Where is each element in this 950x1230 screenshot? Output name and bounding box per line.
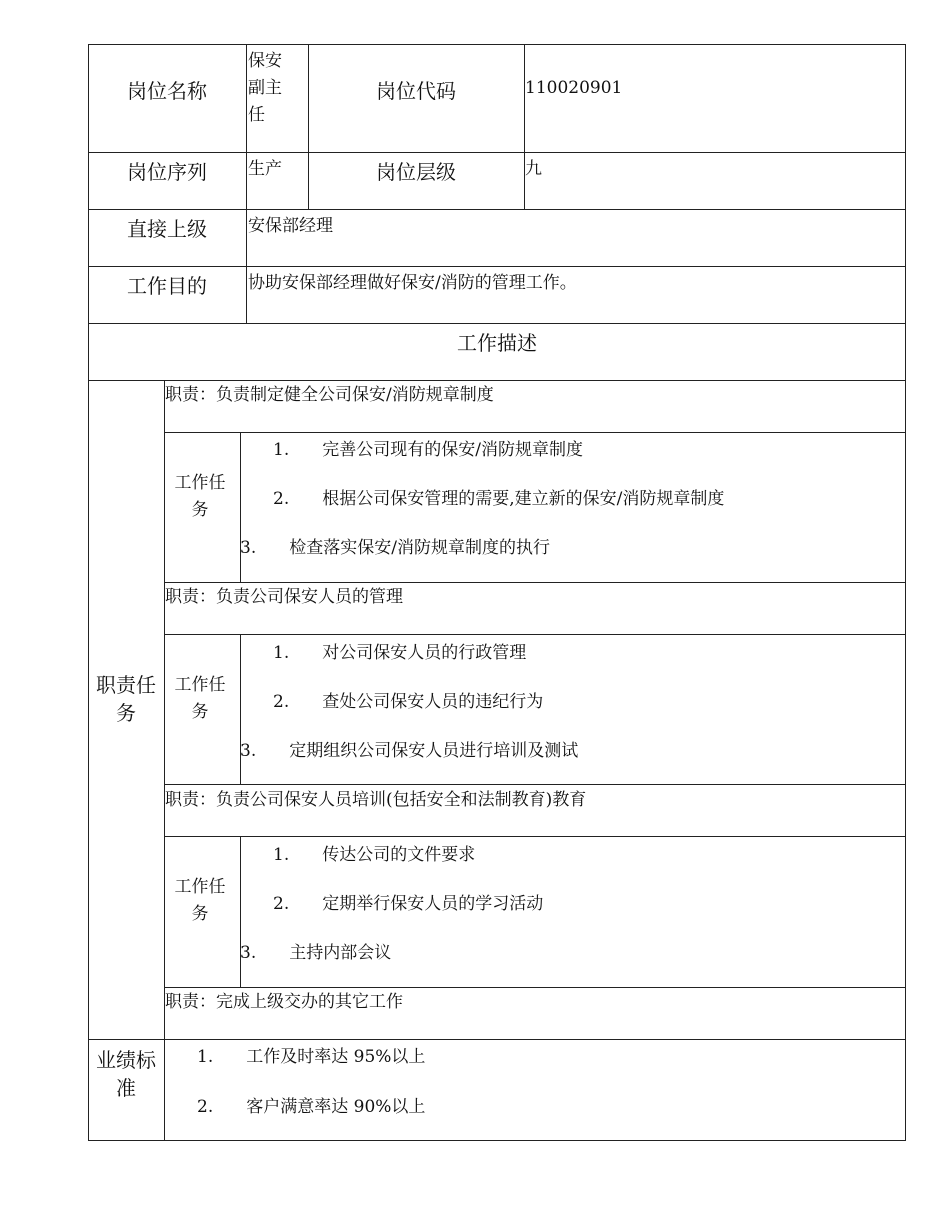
task-number: 1. [273, 845, 290, 865]
post-name-value: 保安副主任 [248, 51, 282, 125]
job-description-table [88, 44, 906, 1141]
col-divider [240, 432, 241, 582]
performance-text: 客户满意率达 90%以上 [246, 1097, 426, 1117]
task-label: 工作任务 [174, 877, 226, 924]
superior-value: 安保部经理 [248, 216, 333, 236]
task-text: 检查落实保安/消防规章制度的执行 [289, 538, 550, 558]
task-item [273, 840, 475, 865]
post-code-label: 岗位代码 [376, 78, 456, 103]
task-label: 工作任务 [174, 675, 226, 722]
task-label: 工作任务 [174, 473, 226, 520]
task-item [273, 484, 724, 509]
task-item [240, 736, 578, 761]
purpose-value: 协助安保部经理做好保安/消防的管理工作。 [248, 273, 577, 293]
post-code-value: 110020901 [525, 78, 623, 98]
task-number: 3. [240, 741, 257, 761]
row-divider [164, 582, 906, 583]
task-item [273, 687, 543, 712]
task-number: 2. [273, 692, 290, 712]
col-divider [246, 44, 247, 323]
post-seq-value: 生产 [248, 159, 282, 179]
task-number: 2. [273, 489, 290, 509]
duty-title: 职责：负责公司保安人员培训(包括安全和法制教育)教育 [165, 790, 587, 810]
duty-title: 职责：负责公司保安人员的管理 [165, 587, 403, 607]
purpose-label: 工作目的 [127, 273, 207, 298]
post-seq-label: 岗位序列 [127, 159, 207, 184]
task-item [273, 638, 526, 663]
task-number: 2. [273, 894, 290, 914]
task-text: 根据公司保安管理的需要,建立新的保安/消防规章制度 [322, 489, 725, 509]
row-divider [164, 432, 906, 433]
performance-number: 2. [197, 1097, 214, 1117]
task-number: 3. [240, 943, 257, 963]
row-divider [164, 634, 906, 635]
post-name-label: 岗位名称 [127, 78, 207, 103]
description-title: 工作描述 [457, 330, 537, 355]
row-divider [88, 1039, 906, 1040]
task-text: 查处公司保安人员的违纪行为 [322, 692, 544, 712]
col-divider [164, 380, 165, 1141]
task-item [240, 533, 550, 558]
col-divider [524, 44, 525, 209]
superior-label: 直接上级 [127, 216, 207, 241]
task-number: 1. [273, 643, 290, 663]
task-text: 传达公司的文件要求 [322, 845, 476, 865]
task-text: 对公司保安人员的行政管理 [322, 643, 527, 663]
post-level-value: 九 [525, 159, 542, 179]
duty-title: 职责：完成上级交办的其它工作 [165, 992, 403, 1012]
task-text: 定期举行保安人员的学习活动 [322, 894, 544, 914]
task-text: 主持内部会议 [289, 943, 392, 963]
post-level-label: 岗位层级 [376, 159, 456, 184]
row-divider [164, 784, 906, 785]
row-divider [164, 987, 906, 988]
col-divider [240, 836, 241, 987]
duties-label: 职责任务 [96, 673, 156, 725]
task-text: 定期组织公司保安人员进行培训及测试 [289, 741, 579, 761]
performance-number: 1. [197, 1047, 214, 1067]
row-divider [88, 380, 906, 381]
duty-title: 职责：负责制定健全公司保安/消防规章制度 [165, 385, 494, 405]
col-divider [240, 634, 241, 784]
performance-item [197, 1092, 425, 1117]
task-item [273, 435, 583, 460]
performance-item [197, 1042, 425, 1067]
row-divider [164, 836, 906, 837]
task-number: 3. [240, 538, 257, 558]
performance-label: 业绩标准 [96, 1048, 156, 1100]
task-number: 1. [273, 440, 290, 460]
performance-text: 工作及时率达 95%以上 [246, 1047, 426, 1067]
task-item [273, 889, 543, 914]
task-text: 完善公司现有的保安/消防规章制度 [322, 440, 583, 460]
task-item [240, 938, 391, 963]
